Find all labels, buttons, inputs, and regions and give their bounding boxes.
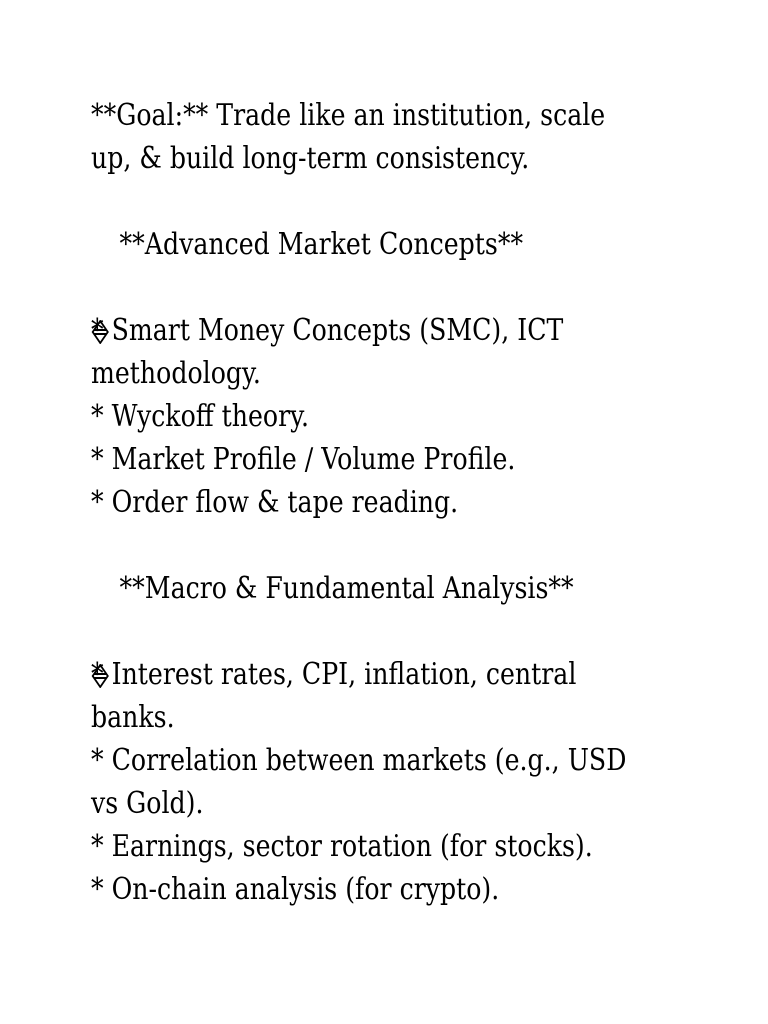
list-item: * Earnings, sector rotation (for stocks).: [91, 829, 593, 864]
blank-line: [91, 610, 691, 653]
diamond-icon: [91, 578, 109, 602]
list-item: * Smart Money Concepts (SMC), ICT: [91, 313, 564, 348]
document-page: [91, 94, 691, 911]
list-item: * Wyckoff theory.: [91, 399, 310, 434]
section-heading-text: **Macro & Fundamental Analysis**: [119, 571, 574, 606]
list-item: * On-chain analysis (for crypto).: [91, 872, 500, 907]
list-item: * Market Profile / Volume Profile.: [91, 442, 516, 477]
list-item: * Interest rates, CPI, inflation, central: [91, 657, 577, 692]
goal-line-2: up, & build long-term consistency.: [91, 141, 530, 176]
goal-line-1: **Goal:** Trade like an institution, scale: [91, 98, 606, 133]
list-item-continuation: banks.: [91, 700, 175, 735]
list-item-continuation: methodology.: [91, 356, 261, 391]
section-heading-text: **Advanced Market Concepts**: [119, 227, 524, 262]
blank-line: [91, 524, 691, 567]
section-heading-macro-fundamental-analysis: [91, 567, 691, 610]
section-heading-advanced-market-concepts: [91, 223, 691, 266]
list-item-continuation: vs Gold).: [91, 786, 204, 821]
list-item: * Order flow & tape reading.: [91, 485, 459, 520]
blank-line: [91, 180, 691, 223]
diamond-icon: [91, 234, 109, 258]
list-item: * Correlation between markets (e.g., USD: [91, 743, 627, 778]
blank-line: [91, 266, 691, 309]
